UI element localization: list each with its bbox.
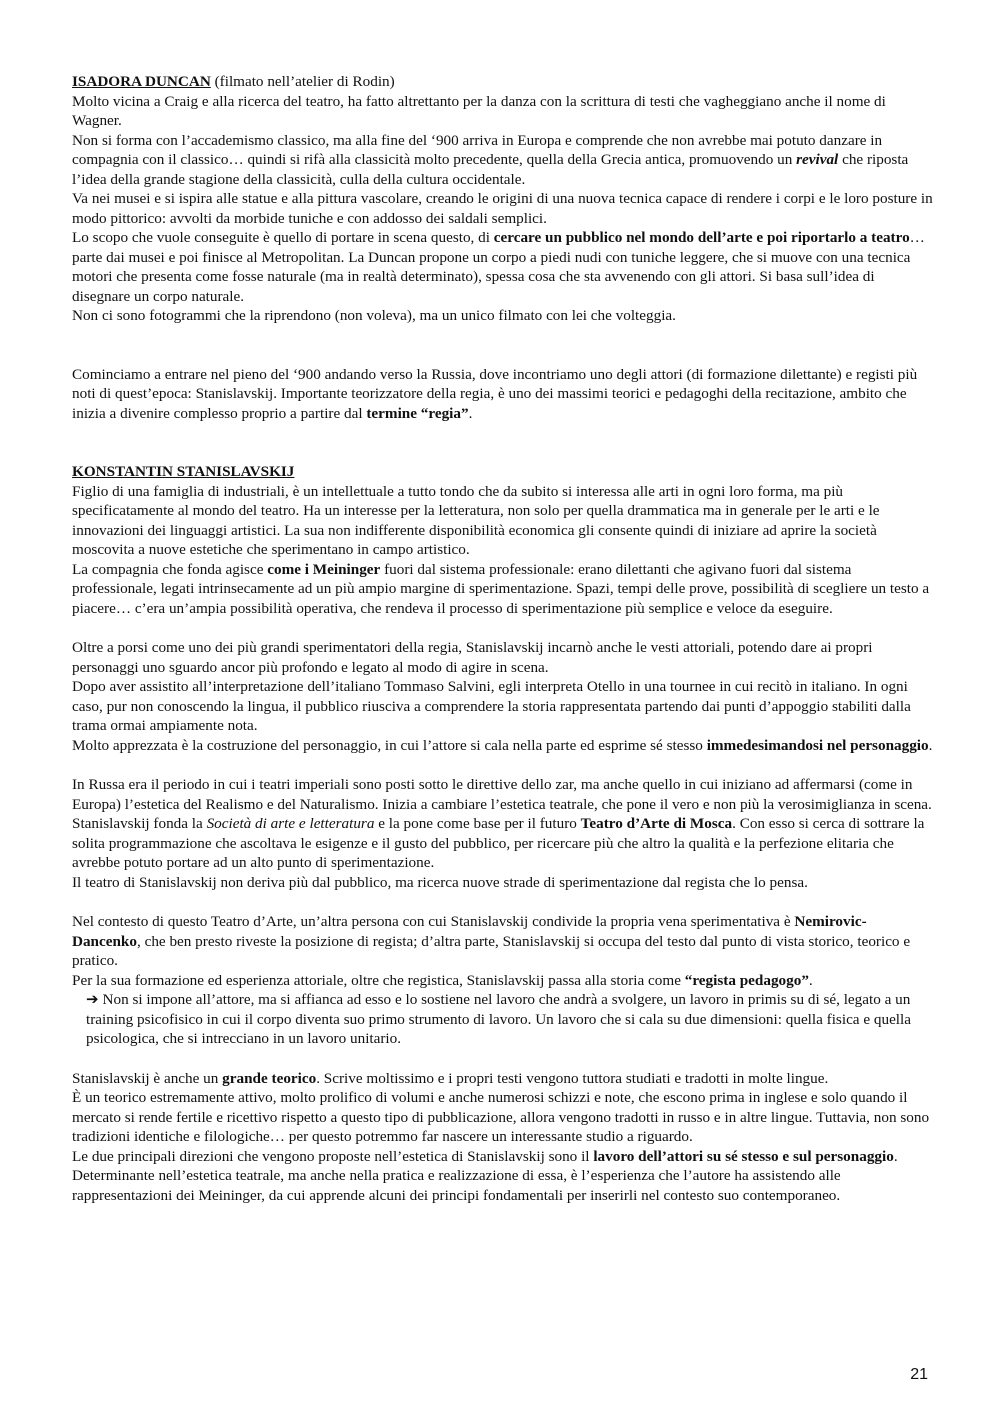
stanislavskij-paragraph-8: Il teatro di Stanislavskij non deriva più dal pubblico, ma ricerca nuove strade di sperimentazione dal regista che lo pensa. bbox=[72, 873, 808, 891]
bold-run: termine “regia” bbox=[366, 404, 469, 422]
duncan-paragraph-2 bbox=[72, 131, 934, 190]
text-run: Stanislavskij fonda la bbox=[72, 815, 207, 832]
text-run: … parte dai musei e poi finisce al Metropolitan. La Duncan propone un corpo a piedi nudi con tuniche leggere, che si muove con una tecnica motori che presenta come fosse naturale (ma in realtà determinato), spessa cosa che sta avvenendo con gli attori. Si basa sull’idea di disegnare un corpo naturale. bbox=[72, 229, 925, 305]
text-run: , che ben presto riveste la posizione di regista; d’altra parte, Stanislavskij si occupa del testo dal punto di vista storico, teorico e pratico. bbox=[72, 932, 911, 969]
spacer bbox=[72, 326, 934, 365]
stanislavskij-paragraph-10 bbox=[72, 971, 934, 991]
stanislavskij-arrow-paragraph bbox=[72, 990, 934, 1049]
text-run: . Scrive moltissimo e i propri testi vengono tuttora studiati e tradotti in molte lingue. bbox=[316, 1069, 829, 1087]
emphasis-revival: revival bbox=[796, 151, 839, 168]
bold-run: lavoro dell’attori su sé stesso e sul personaggio bbox=[593, 1147, 894, 1165]
stanislavskij-paragraph-2 bbox=[72, 560, 934, 619]
italic-run: Società di arte e letteratura bbox=[206, 815, 375, 832]
text-run: Nel contesto di questo Teatro d’Arte, un’altra persona con cui Stanislavskij condivide la propria vena sperimentativa è bbox=[72, 913, 795, 930]
text-run: e la pone come base per il futuro bbox=[374, 815, 581, 832]
spacer bbox=[72, 892, 934, 912]
intro-paragraph bbox=[72, 365, 934, 424]
stanislavskij-paragraph-4: Dopo aver assistito all’interpretazione dell’italiano Tommaso Salvini, egli interpreta Otello in una tournee in cui recitò in italiano. In ogni caso, pur non conoscendo la lingua, il pubblico riusciva a comprendere la storia rappresentata partendo dai punti d’appoggio stabiliti dalla trama ormai ampiamente nota. bbox=[72, 678, 911, 734]
duncan-paragraph-3: Va nei musei e si ispira alle statue e alla pittura vascolare, creando le origini di una nuova tecnica capace di rendere i corpi e le loro posture in modo pittorico: avvolti da morbide tuniche e con addosso dei saldali semplici. bbox=[72, 190, 933, 227]
text-run: . Determinante nell’estetica teatrale, ma anche nella pratica e realizzazione di essa, è l’esperienza che l’autore ha assistendo alle rappresentazioni dei Meininger, da cui apprende alcuni dei principi fondamentali per inserirli nel contesto suo contemporaneo. bbox=[72, 1147, 898, 1204]
stanislavskij-paragraph-7 bbox=[72, 814, 934, 873]
stanislavskij-paragraph-3: Oltre a porsi come uno dei più grandi sperimentatori della regia, Stanislavskij incarnò anche le vesti attoriali, potendo dare ai propri personaggi uno sguardo ancor più profondo e legato al modo di agire in scena. bbox=[72, 639, 873, 676]
stanislavskij-heading: KONSTANTIN STANISLAVSKIJ bbox=[72, 463, 295, 480]
text-run: . bbox=[468, 404, 473, 422]
stanislavskij-paragraph-14 bbox=[72, 1147, 934, 1206]
stanislavskij-paragraph-9 bbox=[72, 912, 934, 971]
bold-run: cercare un pubblico nel mondo dell’arte e poi riportarlo a teatro bbox=[493, 229, 910, 246]
duncan-paragraph-5: Non ci sono fotogrammi che la riprendono (non voleva), ma un unico filmato con lei che volteggia. bbox=[72, 307, 676, 324]
text-run: Lo scopo che vuole conseguite è quello di portare in scena questo, di bbox=[72, 229, 494, 246]
text-run: . bbox=[808, 971, 813, 989]
text-run: Non si impone all’attore, ma si affianca ad esso e lo sostiene nel lavoro che andrà a svolgere, un lavoro in primis su di sé, legato a un training psicofisico in cui il corpo diventa suo primo strumento di lavoro. Un lavoro che si cala su due dimensioni: quella fisica e quella psicologica, che si intrecciano in un lavoro unitario. bbox=[86, 991, 911, 1047]
bold-run: Nemirovic-Dancenko bbox=[72, 913, 867, 950]
bold-run: come i Meininger bbox=[267, 560, 381, 578]
duncan-paragraph-4 bbox=[72, 228, 934, 306]
stanislavskij-paragraph-13: È un teorico estremamente attivo, molto prolifico di volumi e anche numerosi schizzi e note, che escono prima in inglese e solo quando il mercato si rende fertile e ricettivo rispetto a questo tipo di pubblicazione, allora vengono tradotti in russo e in altre lingue. Tuttavia, non sono tradizioni identiche e filologiche… per questo potremmo far nascere un interessante studio a riguardo. bbox=[72, 1089, 930, 1145]
stanislavskij-paragraph-12 bbox=[72, 1069, 934, 1089]
text-run: La compagnia che fonda agisce bbox=[72, 560, 268, 578]
text-run: Per la sua formazione ed esperienza attoriale, oltre che registica, Stanislavskij passa alla storia come bbox=[72, 971, 685, 989]
text-run: Cominciamo a entrare nel pieno del ‘900 andando verso la Russia, dove incontriamo uno degli attori (di formazione dilettante) e registi più noti di quest’epoca: Stanislavskij. Importante teorizzatore della regia, è uno dei massimi teorici e pedagoghi della recitazione, ambito che inizia a divenire complesso proprio a partire dal bbox=[72, 365, 918, 422]
spacer bbox=[72, 423, 934, 462]
spacer bbox=[72, 618, 934, 638]
arrow-icon: ➔ bbox=[86, 991, 99, 1008]
stanislavskij-heading-line bbox=[72, 462, 934, 482]
text-run: Le due principali direzioni che vengono proposte nell’estetica di Stanislavskij sono il bbox=[72, 1147, 594, 1165]
text-run: . bbox=[928, 736, 933, 754]
page-number: 21 bbox=[910, 1366, 928, 1383]
stanislavskij-paragraph-5 bbox=[72, 736, 934, 756]
duncan-paragraph-1: Molto vicina a Craig e alla ricerca del teatro, ha fatto altrettanto per la danza con la scrittura di testi che vagheggiano anche il nome di Wagner. bbox=[72, 92, 886, 129]
text-run: . Con esso si cerca di sottrare la solita programmazione che ascoltava le esigenze e il gusto del pubblico, per ricercare più che altro la qualità e la perfezione elitaria che avrebbe potuto portare ad un alto punto di sperimentazione. bbox=[72, 815, 925, 871]
bold-run: immedesimandosi nel personaggio bbox=[706, 736, 929, 754]
duncan-heading: ISADORA DUNCAN bbox=[72, 73, 211, 90]
duncan-heading-line bbox=[72, 72, 934, 92]
stanislavskij-paragraph-1: Figlio di una famiglia di industriali, è un intellettuale a tutto tondo che da subito si interessa alle arti in ogni loro forma, ma più specificatamente al mondo del teatro. Ha un interesse per la letteratura, non solo per quella drammatica ma in generale per le arti e le innovazioni dei linguaggi artistici. La sua non indifferente disponibilità economica gli consente quindi di iniziare ad aprire la società moscovita a nuove estetiche che sperimentano in campo artistico. bbox=[72, 482, 880, 558]
bold-run: “regista pedagogo” bbox=[684, 971, 809, 989]
spacer bbox=[72, 1049, 934, 1069]
text-run: Non si forma con l’accademismo classico, ma alla fine del ‘900 arriva in Europa e comprende che non avrebbe mai potuto danzare in compagnia con il classico… quindi si rifà alla classicità molto precedente, quella della Grecia antica, promuovendo un bbox=[72, 131, 883, 168]
spacer bbox=[72, 755, 934, 775]
stanislavskij-paragraph-6: In Russa era il periodo in cui i teatri imperiali sono posti sotto le direttive dello zar, ma anche quello in cui iniziano ad affermarsi (come in Europa) l’estetica del Realismo e del Naturalismo. Inizia a cambiare l’estetica teatrale, che pone il vero e non più la verosimiglianza in scena. bbox=[72, 776, 932, 813]
text-run: che riposta l’idea della grande stagione della classicità, culla della cultura occidentale. bbox=[72, 151, 909, 188]
bold-run: grande teorico bbox=[222, 1069, 317, 1087]
bold-run: Teatro d’Arte di Mosca bbox=[580, 815, 733, 832]
text-run: Molto apprezzata è la costruzione del personaggio, in cui l’attore si cala nella parte ed esprime sé stesso bbox=[72, 736, 707, 754]
text-run: fuori dal sistema professionale: erano dilettanti che agivano fuori dal sistema professionale, legati intrinsecamente ad un più ampio margine di sperimentazione. Spazi, tempi delle prove, possibilità di scegliere un testo a piacere… c’era un’ampia possibilità operativa, che rendeva il processo di sperimentazione più semplice e veloce da eseguire. bbox=[72, 560, 930, 617]
page-body bbox=[72, 72, 934, 1205]
duncan-heading-note: (filmato nell’atelier di Rodin) bbox=[210, 73, 395, 90]
text-run: Stanislavskij è anche un bbox=[72, 1069, 223, 1087]
